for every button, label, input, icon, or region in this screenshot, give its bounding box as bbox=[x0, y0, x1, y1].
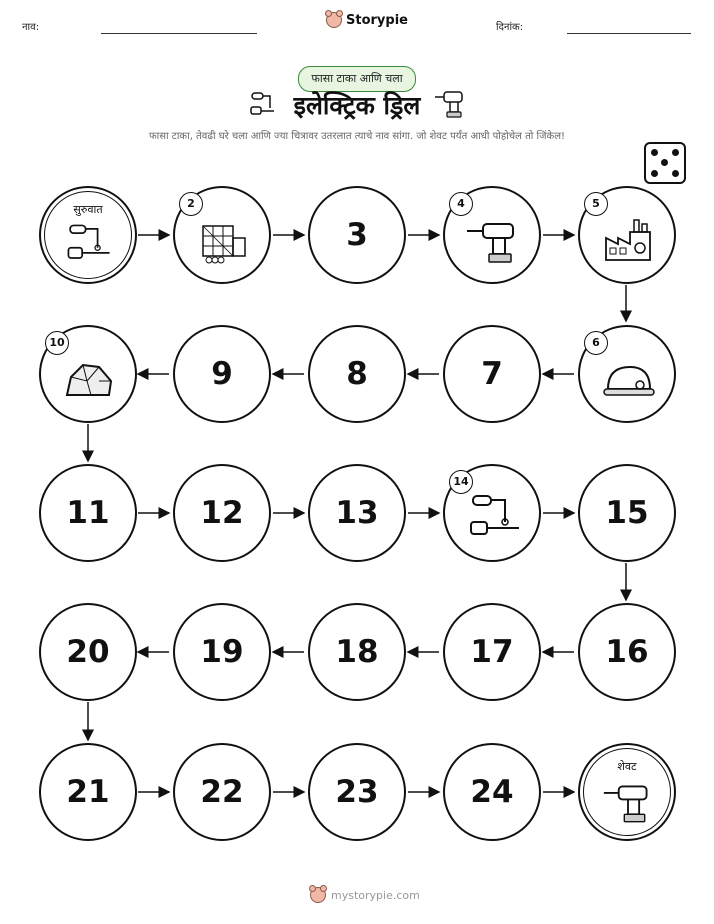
cell-17: 17 bbox=[443, 603, 541, 701]
power-drill-icon bbox=[465, 212, 521, 268]
cell-7: 7 bbox=[443, 325, 541, 423]
cell-11: 11 bbox=[39, 464, 137, 562]
cell-9: 9 bbox=[173, 325, 271, 423]
cell-21: 21 bbox=[39, 743, 137, 841]
cell-start bbox=[39, 186, 137, 284]
brand-name: Storypie bbox=[346, 12, 408, 28]
bear-mascot-icon bbox=[310, 887, 326, 903]
instructions: फासा टाका, तेवढी घरे चला आणि ज्या चित्रावर उतरलात त्याचे नाव सांगा. जो शेवट पर्यंत आधी पोहोचेल तो जिंकेल! bbox=[148, 131, 566, 142]
factory-icon bbox=[600, 212, 656, 268]
rock-icon bbox=[61, 351, 117, 407]
cell-22: 22 bbox=[173, 743, 271, 841]
footer-url[interactable]: mystorypie.com bbox=[331, 888, 420, 902]
cell-3: 3 bbox=[308, 186, 406, 284]
hand-drill-icon bbox=[65, 222, 113, 270]
date-label: दिनांक: bbox=[496, 22, 524, 33]
cell-20: 20 bbox=[39, 603, 137, 701]
name-label: नाव: bbox=[22, 22, 40, 33]
construction-site-icon bbox=[195, 212, 251, 268]
cell-number-badge: 14 bbox=[449, 470, 473, 494]
cell-19: 19 bbox=[173, 603, 271, 701]
game-type-badge: फासा टाका आणि चला bbox=[298, 66, 416, 92]
cell-end bbox=[578, 743, 676, 841]
cell-13: 13 bbox=[308, 464, 406, 562]
hard-hat-icon bbox=[600, 351, 656, 407]
cell-16: 16 bbox=[578, 603, 676, 701]
cell-12: 12 bbox=[173, 464, 271, 562]
footer bbox=[310, 887, 420, 903]
cell-15: 15 bbox=[578, 464, 676, 562]
cell-8: 8 bbox=[308, 325, 406, 423]
cell-number-badge: 5 bbox=[584, 192, 608, 216]
cell-number-badge: 10 bbox=[45, 331, 69, 355]
power-drill-icon bbox=[602, 779, 654, 831]
page-title: इलेक्ट्रिक ड्रिल bbox=[293, 91, 421, 120]
end-label: शेवट bbox=[617, 760, 637, 773]
cell-23: 23 bbox=[308, 743, 406, 841]
cell-number-badge: 6 bbox=[584, 331, 608, 355]
start-label: सुरुवात bbox=[73, 203, 103, 216]
hand-drill-icon bbox=[465, 490, 521, 546]
cell-24: 24 bbox=[443, 743, 541, 841]
cell-18: 18 bbox=[308, 603, 406, 701]
cell-number-badge: 4 bbox=[449, 192, 473, 216]
cell-number-badge: 2 bbox=[179, 192, 203, 216]
